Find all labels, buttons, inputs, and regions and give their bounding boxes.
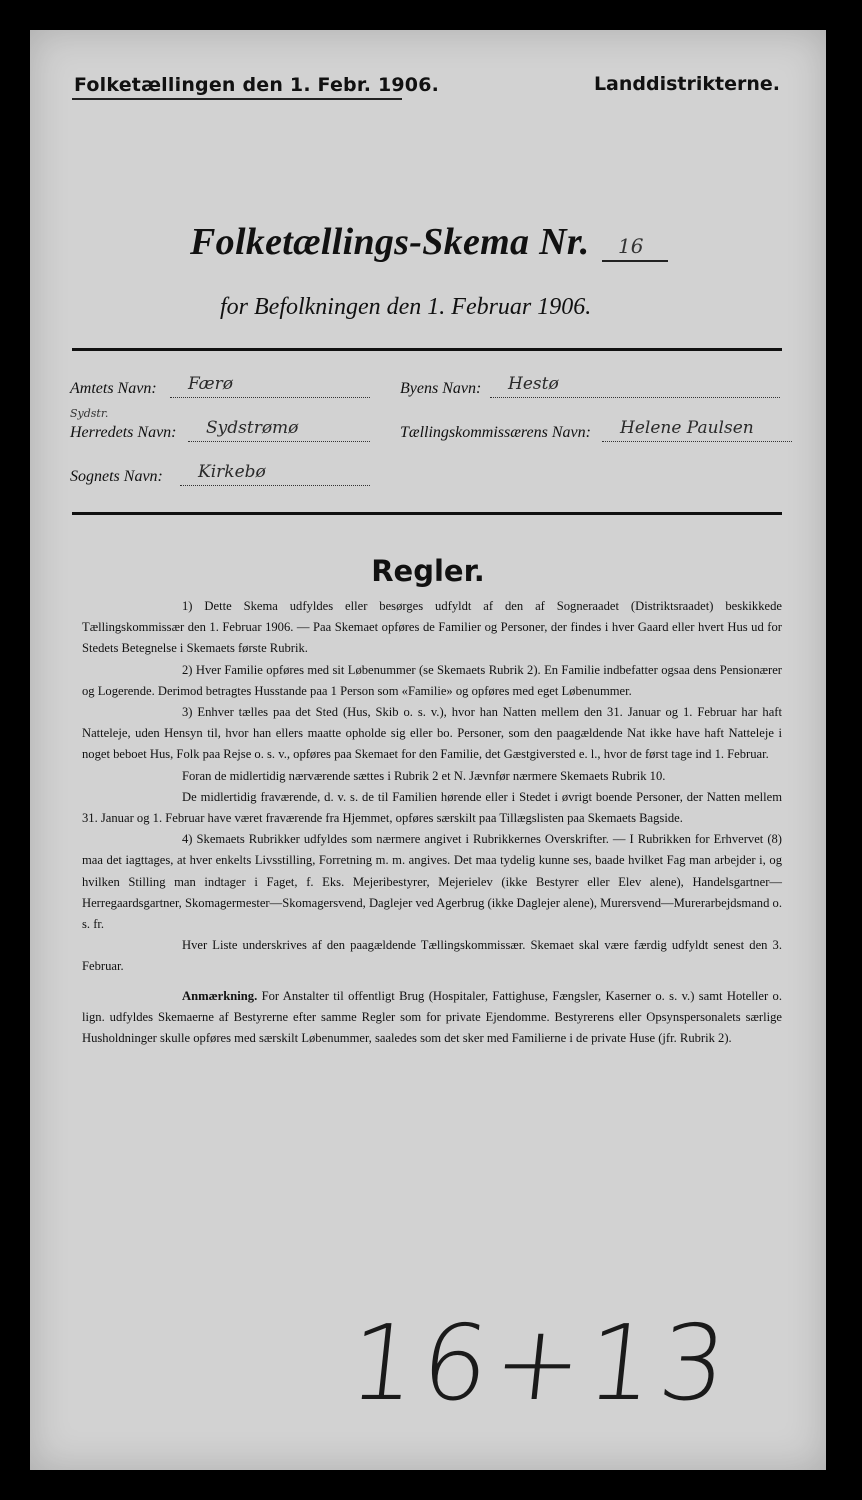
amt-label: Amtets Navn:: [70, 380, 157, 397]
header-underline: [72, 98, 402, 100]
rules-text: [82, 596, 782, 1049]
census-header-left: Folketællingen den 1. Febr. 1906.: [74, 74, 440, 96]
herred-label: Herredets Navn:: [70, 424, 177, 441]
rule-paragraph-2: 2) Hver Familie opføres med sit Løbenummer (se Skemaets Rubrik 2). En Familie indbefatter ogsaa dens Pensionærer og Logerende. Derimod betragtes Husstande paa 1 Person som «Familie» og opføres med eget Løbenummer.: [82, 662, 782, 698]
by-value: Hestø: [490, 374, 780, 398]
rule-paragraph-4b: Hver Liste underskrives af den paagældende Tællingskommissær. Skemaet skal være færdig udfyldt senest den 3. Februar.: [82, 938, 782, 974]
rule-note: [82, 986, 782, 1050]
rule-paragraph-3: 3) Enhver tælles paa det Sted (Hus, Skib o. s. v.), hvor han Natten mellem den 31. Januar og 1. Februar har haft Natteleje, uden Hensyn til, hvor han ellers maatte opholde sig eller bo. Personer, som den paagældende Nat ikke have haft Natteleje i noget beboet Hus, Folk paa Rejse o. s. v., opføres paa Skemaet for den Familie, det Gæstgiversted e. l., hvor de først tage ind 1. Februar.: [82, 705, 782, 762]
by-label: Byens Navn:: [400, 380, 482, 397]
fields-divider: [72, 512, 782, 515]
form-number-field: 16: [602, 234, 668, 262]
rule-paragraph-3c: De midlertidig fraværende, d. v. s. de til Familien hørende eller i Stedet i øvrigt boende Personer, der Natten mellem 31. Januar og 1. Februar have været fraværende fra Hjemmet, opføres særskilt paa Tillægslisten paa Skemaets Bagside.: [82, 789, 782, 826]
herred-handwritten-note: Sydstr.: [70, 407, 109, 420]
sogn-label: Sognets Navn:: [70, 468, 163, 485]
herred-value: Sydstrømø: [188, 418, 370, 442]
rules-heading: Regler.: [371, 554, 485, 588]
form-subtitle: for Befolkningen den 1. Februar 1906.: [220, 294, 592, 320]
top-divider: [72, 348, 782, 351]
rule-paragraph-4: 4) Skemaets Rubrikker udfyldes som nærmere angivet i Rubrikkernes Overskrifter. — I Rubrikken for Erhvervet (8) maa det iagttages, at hver enkelts Livsstilling, Forretning m. m. angives. Det maa tydelig kunne ses, baade hvilket Fag man arbejder i, og hvilken Stilling man indtager i Faget, f. Eks. Mejeribestyrer, Mejerielev (ikke Bestyrer eller Elev alene), Handelsgartner—Herregaardsgartner, Skomagermester—Skomagersvend, Daglejer ved Agerbrug (ikke Daglejer alene), Murersvend—Murerarbejdsmand o. s. fr.: [82, 832, 782, 932]
amt-value: Færø: [170, 374, 370, 398]
note-text: For Anstalter til offentligt Brug (Hospitaler, Fattighuse, Fængsler, Kaserner o. s. v.) samt Hoteller o. lign. udfyldes Skemaerne af Bestyrerne efter samme Regler som for private Ejendomme. Bestyrerens eller Opsynspersonalets særlige Husholdninger skulle opføres med særskilt Løbenummer, saaledes som det sker med Familierne i de private Huse (jfr. Rubrik 2).: [82, 988, 782, 1046]
census-form-page: [30, 30, 826, 1470]
note-label: Anmærkning.: [182, 988, 258, 1003]
kommissaer-label: Tællingskommissærens Navn:: [400, 424, 591, 441]
sogn-value: Kirkebø: [180, 462, 370, 486]
census-header-right: Landdistrikterne.: [593, 73, 780, 95]
rule-paragraph-1: 1) Dette Skema udfyldes eller besørges udfyldt af den af Sogneraadet (Distriktsraadet) beskikkede Tællingskommissær den 1. Februar 1906. — Paa Skemaet opføres de Familier og Personer, der findes i hver Gaard eller hvert Hus ud for Stedets Betegnelse i Skemaets første Rubrik.: [82, 599, 782, 656]
form-title: Folketællings-Skema Nr.: [190, 221, 590, 263]
rule-paragraph-3b: Foran de midlertidig nærværende sættes i Rubrik 2 et N. Jævnfør nærmere Skemaets Rubrik 10.: [182, 768, 666, 783]
kommissaer-value: Helene Paulsen: [602, 418, 792, 442]
handwritten-total: 16+13: [343, 1302, 739, 1424]
